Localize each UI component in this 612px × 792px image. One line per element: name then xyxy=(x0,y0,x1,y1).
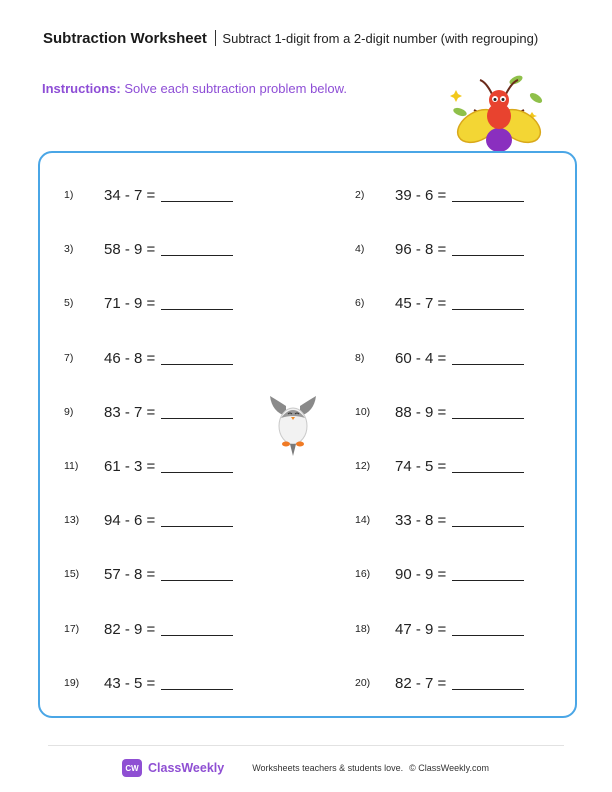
problem-expression: 61 - 3 = xyxy=(104,458,156,475)
answer-blank[interactable] xyxy=(161,459,233,473)
answer-blank[interactable] xyxy=(452,296,524,310)
answer-blank[interactable] xyxy=(161,242,233,256)
problem-expression: 90 - 9 = xyxy=(395,566,447,584)
footer-divider xyxy=(48,745,564,746)
problem-item xyxy=(64,347,233,367)
problem-item xyxy=(355,401,524,421)
instructions-label: Instructions: xyxy=(42,81,121,96)
problem-item xyxy=(355,563,524,583)
problem-expression: 94 - 6 = xyxy=(104,512,156,530)
problem-item xyxy=(355,672,524,692)
problem-item xyxy=(64,184,233,204)
problem-expression: 60 - 4 = xyxy=(395,349,447,367)
problem-expression: 88 - 9 = xyxy=(395,403,447,421)
answer-blank[interactable] xyxy=(452,405,524,419)
problem-item xyxy=(355,347,524,367)
problem-item xyxy=(64,401,233,421)
problem-number: 3) xyxy=(64,243,74,256)
problem-number: 5) xyxy=(64,297,74,310)
footer xyxy=(122,758,489,778)
answer-blank[interactable] xyxy=(161,622,233,636)
problem-expression: 39 - 6 = xyxy=(395,187,447,204)
problem-expression: 47 - 9 = xyxy=(395,620,447,638)
problem-number: 6) xyxy=(355,297,365,310)
answer-blank[interactable] xyxy=(452,459,524,473)
problem-number: 8) xyxy=(355,351,365,364)
problem-number: 4) xyxy=(355,243,365,256)
problem-item xyxy=(64,455,233,475)
problem-item xyxy=(355,238,524,258)
footer-copyright[interactable]: © ClassWeekly.com xyxy=(409,763,489,773)
problem-item xyxy=(355,455,524,475)
footer-tagline: Worksheets teachers & students love. xyxy=(252,763,404,773)
problem-number: 9) xyxy=(64,405,74,418)
instructions xyxy=(42,81,347,96)
problem-number: 16) xyxy=(355,568,371,581)
problem-expression: 45 - 7 = xyxy=(395,295,447,313)
answer-blank[interactable] xyxy=(161,351,233,365)
problem-number: 12) xyxy=(355,460,371,472)
answer-blank[interactable] xyxy=(161,405,233,419)
problem-expression: 46 - 8 = xyxy=(104,349,156,367)
answer-blank[interactable] xyxy=(452,622,524,636)
answer-blank[interactable] xyxy=(452,351,524,365)
problem-number: 13) xyxy=(64,514,80,527)
answer-blank[interactable] xyxy=(161,513,233,527)
problem-item xyxy=(355,292,524,312)
problem-expression: 82 - 9 = xyxy=(104,620,156,638)
problem-expression: 58 - 9 = xyxy=(104,241,156,259)
problem-expression: 43 - 5 = xyxy=(104,674,156,692)
answer-blank[interactable] xyxy=(161,296,233,310)
problem-number: 17) xyxy=(64,622,80,635)
answer-blank[interactable] xyxy=(452,242,524,256)
problem-expression: 33 - 8 = xyxy=(395,512,447,530)
problem-number: 11) xyxy=(64,460,79,472)
problem-item xyxy=(64,238,233,258)
problem-item xyxy=(355,184,524,204)
classweekly-logo-icon[interactable]: CW xyxy=(122,759,142,777)
problem-item xyxy=(355,618,524,638)
problem-number: 14) xyxy=(355,514,371,527)
title-separator xyxy=(215,30,217,46)
worksheet-subtitle: Subtract 1-digit from a 2-digit number (with regrouping) xyxy=(222,30,539,46)
problem-expression: 71 - 9 = xyxy=(104,295,156,313)
problem-item xyxy=(64,618,233,638)
problem-expression: 74 - 5 = xyxy=(395,458,447,475)
answer-blank[interactable] xyxy=(452,567,524,581)
problem-item xyxy=(64,509,233,529)
problem-number: 2) xyxy=(355,189,365,201)
problem-number: 10) xyxy=(355,405,371,418)
problem-item xyxy=(64,563,233,583)
problem-expression: 34 - 7 = xyxy=(104,187,156,204)
problem-expression: 82 - 7 = xyxy=(395,674,447,692)
answer-blank[interactable] xyxy=(161,188,233,202)
problem-expression: 57 - 8 = xyxy=(104,566,156,584)
instructions-text: Solve each subtraction problem below. xyxy=(124,81,347,96)
answer-blank[interactable] xyxy=(452,676,524,690)
answer-blank[interactable] xyxy=(452,188,524,202)
bird-icon xyxy=(266,392,320,458)
problem-number: 1) xyxy=(64,189,74,201)
answer-blank[interactable] xyxy=(161,567,233,581)
problem-number: 20) xyxy=(355,676,371,689)
problem-number: 15) xyxy=(64,568,80,581)
problem-number: 18) xyxy=(355,622,371,635)
answer-blank[interactable] xyxy=(161,676,233,690)
worksheet-header xyxy=(43,28,538,48)
worksheet-title: Subtraction Worksheet xyxy=(43,29,207,47)
problem-expression: 83 - 7 = xyxy=(104,403,156,421)
problem-item xyxy=(355,509,524,529)
problem-item xyxy=(64,672,233,692)
problem-number: 19) xyxy=(64,676,80,689)
problem-number: 7) xyxy=(64,351,74,364)
problem-expression: 96 - 8 = xyxy=(395,241,447,259)
problem-item xyxy=(64,292,233,312)
brand-name[interactable]: ClassWeekly xyxy=(148,761,225,775)
answer-blank[interactable] xyxy=(452,513,524,527)
